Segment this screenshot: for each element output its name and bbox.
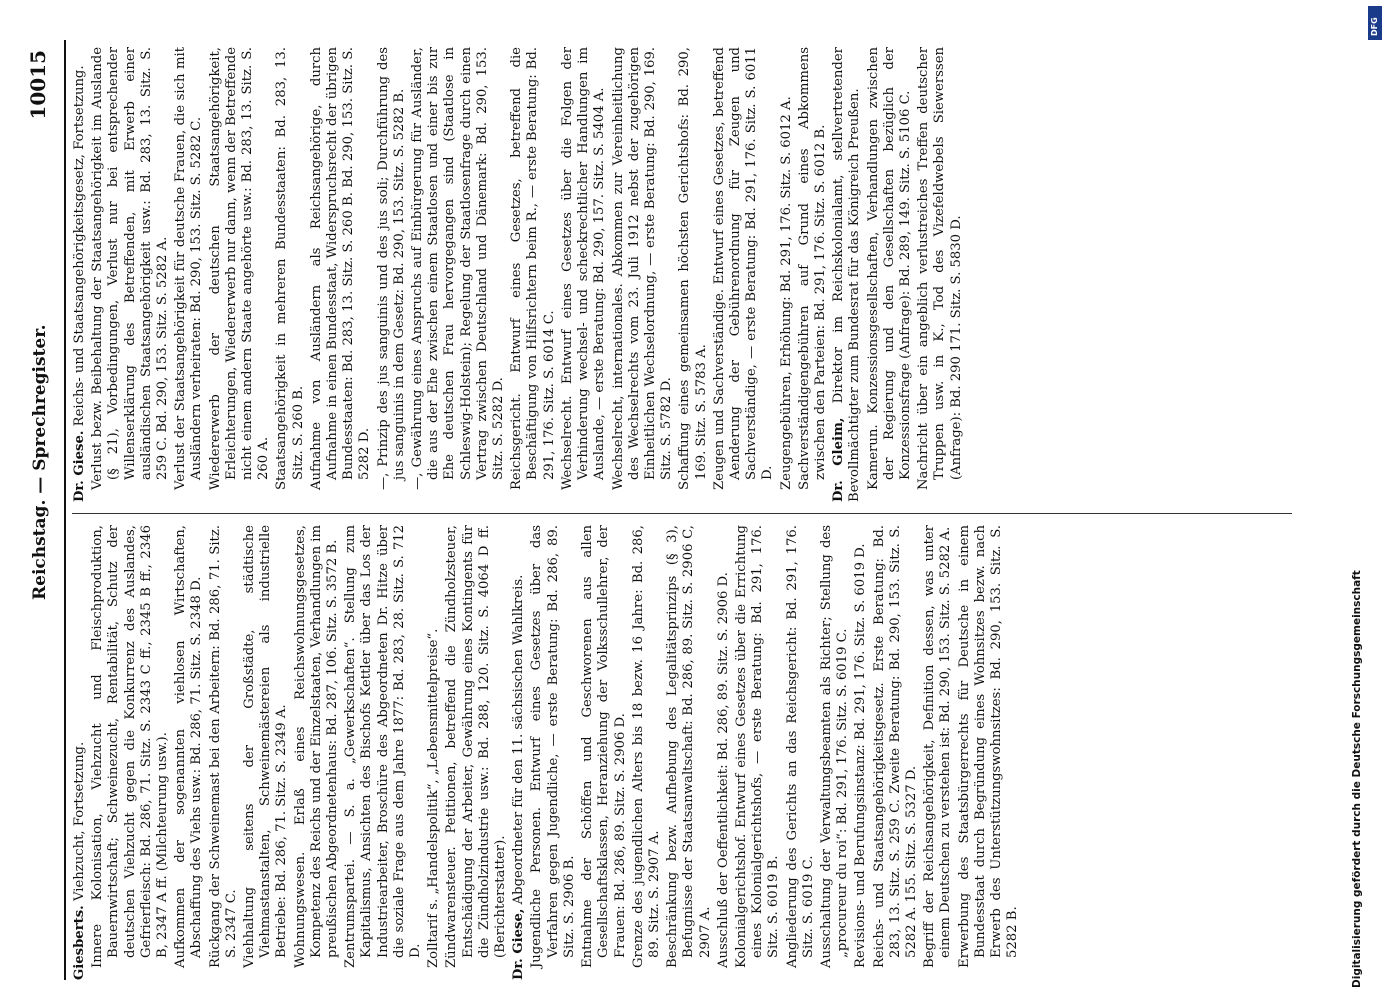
register-entry	[916, 47, 965, 502]
register-entry	[677, 47, 709, 502]
register-entry	[716, 525, 732, 980]
register-entry	[509, 47, 558, 502]
entry-text: Viehzucht, Fortsetzung.	[72, 741, 87, 902]
entry-text: Begriff der Reichsangehörigkeit, Definition dessen, was unter einem Deutschen zu verstehen ist: Bd. 290, 153. Sitz. S. 5282 A.	[922, 525, 954, 968]
register-entry	[173, 47, 205, 502]
register-entry	[274, 47, 306, 502]
entry-text: Entnahme der Schöffen und Geschworenen aus allen Gesellschaftsklassen, Heranziehung der Volksschullehrer, der Frauen: Bd. 286, 89. Sitz. S. 2906 D.	[580, 525, 628, 968]
register-entry	[734, 525, 783, 980]
entry-text: Kolonialgerichtshof. Entwurf eines Gesetzes über die Errichtung eines Kolonialgerichtshofs, — erste Beratung: Bd. 291, 176. Sitz. S. 6019 B.	[733, 525, 782, 968]
register-entry	[208, 47, 273, 502]
entry-text: Jugendliche Personen. Entwurf eines Gesetzes über das Verfahren gegen Jugendliche, — erste Beratung: Bd. 286, 89. Sitz. S. 2906 B.	[529, 525, 577, 968]
entry-text: Revisions- und Berufungsinstanz: Bd. 291, 176. Sitz. S. 6019 D.	[853, 543, 869, 968]
register-entry	[242, 525, 291, 980]
register-entry	[819, 525, 851, 980]
entry-text: Zündwarensteuer. Petitionen, betreffend die Zündholzsteuer, Entschädigung der Arbeiter, Gewährung eines Kontingents für die Zündholzindustrie usw.: Bd. 288, 120. Sitz. S. 4064 D ff. (Berichterstatter).	[444, 525, 509, 968]
credit-line	[1345, 8, 1375, 993]
entry-text: Kamerun. Konzessionsgesellschaften, Verhandlungen zwischen der Regierung und den Gesellschaften bezüglich der Konzessionsfrage (Anfrage): Bd. 289, 149. Sitz. S. 5106 C.	[865, 47, 913, 490]
register-entry	[511, 525, 527, 980]
header-rule	[64, 40, 66, 980]
entry-text: Reichsgericht. Entwurf eines Gesetzes, betreffend die Beschäftigung von Hilfsrichtern beim R., — erste Beratung: Bd. 291, 176. Sitz. S. 6014 C.	[509, 47, 557, 490]
register-entry	[866, 47, 915, 502]
register-entry	[580, 525, 629, 980]
register-entry	[853, 525, 869, 980]
register-entry	[173, 525, 205, 980]
register-entry	[72, 47, 88, 502]
page-number: 10015	[26, 50, 50, 120]
register-entry	[376, 47, 408, 502]
left-column	[72, 525, 1023, 980]
entry-text: Abgeordneter für den 11. sächsischen Wahlkreis.	[511, 574, 527, 905]
entry-text: Sachverständigengebühren auf Grund eines Abkommens zwischen den Parteien: Bd. 291, 176. Sitz. S. 6012 B.	[796, 47, 828, 490]
register-entry	[560, 47, 609, 502]
entry-text: Aufkommen der sogenannten viehlosen Wirtschaften, Abschaffung des Viehs usw.: Bd. 286, 71. Sitz. S. 2348 D.	[173, 525, 205, 968]
register-entry	[957, 525, 1022, 980]
entry-text: Zentrumspartei. — S. a. „Gewerkschaften“. Stellung zum Kapitalismus, Ansichten des Bischofs Kettler über das Los der Industriearbeiter, Broschüre des Abgeordneten Dr. Hitze über die soziale Frage aus dem Jahre 1877: Bd. 283, 28. Sitz. S. 712 D.	[343, 525, 424, 968]
register-entry	[779, 47, 795, 502]
register-entry	[665, 525, 714, 980]
speaker-name: Dr. Giese.	[72, 430, 87, 502]
register-entry	[293, 525, 342, 980]
entry-text: Zolltarif s. „Handelspolitik“, „Lebensmittelpreise“.	[426, 628, 442, 968]
entry-text: Viehhaltung seitens der Großstädte, städtische Viehmastanstalten, Schweinemästereien als industrielle Betriebe: Bd. 286, 71. Sitz. S. 2349 A.	[242, 525, 290, 968]
entry-text: Erwerbung des Staatsbürgerrechts für Deutsche in einem Bundesstaat durch Begründung eines Wohnsitzes bezw. nach Erwerb des Unterstützungswohnsitzes: Bd. 290, 153. Sitz. S. 5282 B.	[956, 525, 1021, 968]
header-title: Reichstag. — Sprechregister.	[30, 324, 50, 600]
entry-text: Ausschluß der Oeffentlichkeit: Bd. 286, 89. Sitz. S. 2906 D.	[715, 572, 731, 968]
register-entry	[90, 47, 171, 502]
register-entry	[631, 525, 663, 980]
register-entry	[90, 525, 171, 980]
register-entry	[208, 525, 240, 980]
speaker-name: Giesberts.	[72, 905, 87, 980]
entry-text: Grenze des jugendlichen Alters bis 18 bezw. 16 Jahre: Bd. 286, 89. Sitz. S. 2907 A.	[630, 525, 662, 968]
entry-text: Direktor im Reichskolonialamt, stellvertretender Bevollmächtigter zum Bundesrat für das Königreich Preußen.	[831, 47, 863, 502]
register-entry	[529, 525, 578, 980]
entry-text: Zeugengebühren, Erhöhung: Bd. 291, 176. Sitz. S. 6012 A.	[778, 96, 794, 490]
entry-text: Angliederung des Gerichts an das Reichsgericht: Bd. 291, 176. Sitz. S. 6019 C.	[784, 525, 816, 968]
register-entry	[831, 47, 863, 502]
register-entry	[712, 47, 777, 502]
register-entry	[797, 47, 829, 502]
entry-text: Reichs- und Staatsangehörigkeitsgesetz. Erste Beratung: Bd. 283, 13. Sitz. S. 259 C. Zweite Beratung: Bd. 290, 153. Sitz. S. 5282 A. 155. Sitz. S. 5327 D.	[871, 525, 919, 968]
speaker-name: Dr. Giese,	[511, 908, 527, 980]
register-entry	[444, 525, 509, 980]
right-column	[72, 47, 967, 502]
entry-text: —, Gewährung eines Anspruchs auf Einbürgerung für Ausländer, die aus der Ehe zwischen einem Staatlosen und einer bis zur Ehe deutschen Frau hervorgegangen sind (Staatlose in Schleswig-Holstein); Regelung der Staatlosenfrage durch einen Vertrag zwischen Deutschland und Dänemark: Bd. 290, 153. Sitz. S. 5282 D.	[410, 47, 507, 490]
register-entry	[922, 525, 954, 980]
register-entry	[872, 525, 921, 980]
register-entry	[72, 525, 88, 980]
register-entry	[410, 47, 507, 502]
entry-text: Nachricht über ein angeblich verlustreiches Treffen deutscher Truppen usw. in K., Tod des Vizefeldwebels Siewerssen (Anfrage): Bd. 290 171. Sitz. S. 5830 D.	[916, 47, 964, 490]
credit-text: Digitalisierung gefördert durch die Deutsche Forschungsgemeinschaft	[1351, 570, 1363, 988]
register-entry	[343, 525, 424, 980]
entry-text: —, Prinzip des jus sanguinis und des jus soli; Durchführung des jus sanguinis in dem Gesetz: Bd. 290, 153. Sitz. S. 5282 B.	[375, 47, 407, 490]
entry-text: Wechselrecht. Entwurf eines Gesetzes über die Folgen der Verhinderung wechsel- und scheckrechtlicher Handlungen im Auslande, — erste Beratung: Bd. 290, 157. Sitz. S. 5404 A.	[559, 47, 608, 490]
entry-text: Wiedererwerb der deutschen Staatsangehörigkeit, Erleichterungen, Wiedererwerb nur dann, wenn der Betreffende nicht einem andern Staate angehörte usw.: Bd. 283, 13. Sitz. S. 260 A.	[207, 47, 272, 490]
entry-text: Verlust bezw. Beibehaltung der Staatsangehörigkeit im Auslande (§ 21), Vorbedingungen, Verlust nur bei entsprechender Willenserklärung des Betreffenden, mit Erwerb einer ausländischen Staatsangehörigkeit usw.: Bd. 283, 13. Sitz. S. 259 C. Bd. 290, 153. Sitz. S. 5282 A.	[90, 47, 171, 490]
page-header	[20, 40, 60, 980]
entry-text: Schaffung eines gemeinsamen höchsten Gerichtshofs: Bd. 290, 169. Sitz. S. 5783 A.	[677, 47, 709, 490]
entry-text: Beschränkung bezw. Aufhebung des Legalitätsprinzips (§ 3), Befugnisse der Staatsanwaltschaft: Bd. 286, 89. Sitz. S. 2906 C, 2907 A.	[665, 525, 713, 968]
entry-text: Rückgang der Schweinemast bei den Arbeitern: Bd. 286, 71. Sitz. S. 2347 C.	[207, 525, 239, 968]
entry-text: Wohnungswesen. Erlaß eines Reichswohnungsgesetzes, Kompetenz des Reichs und der Einzelstaaten, Verhandlungen im preußischen Abgeordnetenhaus: Bd. 287, 106. Sitz. S. 3572 B.	[292, 525, 341, 968]
entry-text: Zeugen und Sachverständige. Entwurf eines Gesetzes, betreffend Aenderung der Gebührenordnung für Zeugen und Sachverständige, — erste Beratung: Bd. 291, 176. Sitz. S. 6011 D.	[711, 47, 776, 490]
register-entry	[611, 47, 676, 502]
speaker-name: Dr. Gleim,	[831, 417, 847, 502]
column-divider	[72, 513, 1292, 514]
entry-text: Ausschaltung der Verwaltungsbeamten als Richter; Stellung des „procureur du roi“: Bd. 291, 176. Sitz. S. 6019 C.	[818, 525, 851, 968]
register-entry	[785, 525, 817, 980]
entry-text: Staatsangehörigkeit in mehreren Bundesstaaten: Bd. 283, 13. Sitz. S. 260 B.	[274, 47, 306, 490]
entry-text: Wechselrecht, internationales. Abkommen zur Vereinheitlichung des Wechselrechts vom 23. Juli 1912 nebst der zugehörigen Einheitlichen Wechselordnung, — erste Beratung: Bd. 290, 169. Sitz. S. 5782 D.	[610, 47, 675, 490]
rotated-content	[20, 40, 1350, 980]
register-entry	[426, 525, 442, 980]
entry-text: Aufnahme von Ausländern als Reichsangehörige, durch Aufnahme in einen Bundesstaat, Widerspruchsrecht der übrigen Bundesstaaten: Bd. 283, 13. Sitz. S. 260 B. Bd. 290, 153. Sitz. S. 5282 D.	[308, 47, 373, 490]
dfg-logo: DFG	[1368, 6, 1382, 40]
entry-text: Verlust der Staatsangehörigkeit für deutsche Frauen, die sich mit Ausländern verheiraten: Bd. 290, 153. Sitz. S. 5282 C.	[173, 47, 205, 490]
entry-text: Reichs- und Staatsangehörigkeitsgesetz, Fortsetzung.	[72, 65, 87, 427]
register-entry	[309, 47, 374, 502]
entry-text: Innere Kolonisation, Viehzucht und Fleischproduktion, Bauernwirtschaft; Schweinezucht, Rentabilität, Schutz der deutschen Viehzucht gegen die Konkurrenz des Auslandes, Gefrierfleisch: Bd. 286, 71. Sitz. S. 2343 C ff., 2345 B ff., 2346 B, 2347 A ff. (Milchteurung usw.).	[90, 525, 171, 968]
